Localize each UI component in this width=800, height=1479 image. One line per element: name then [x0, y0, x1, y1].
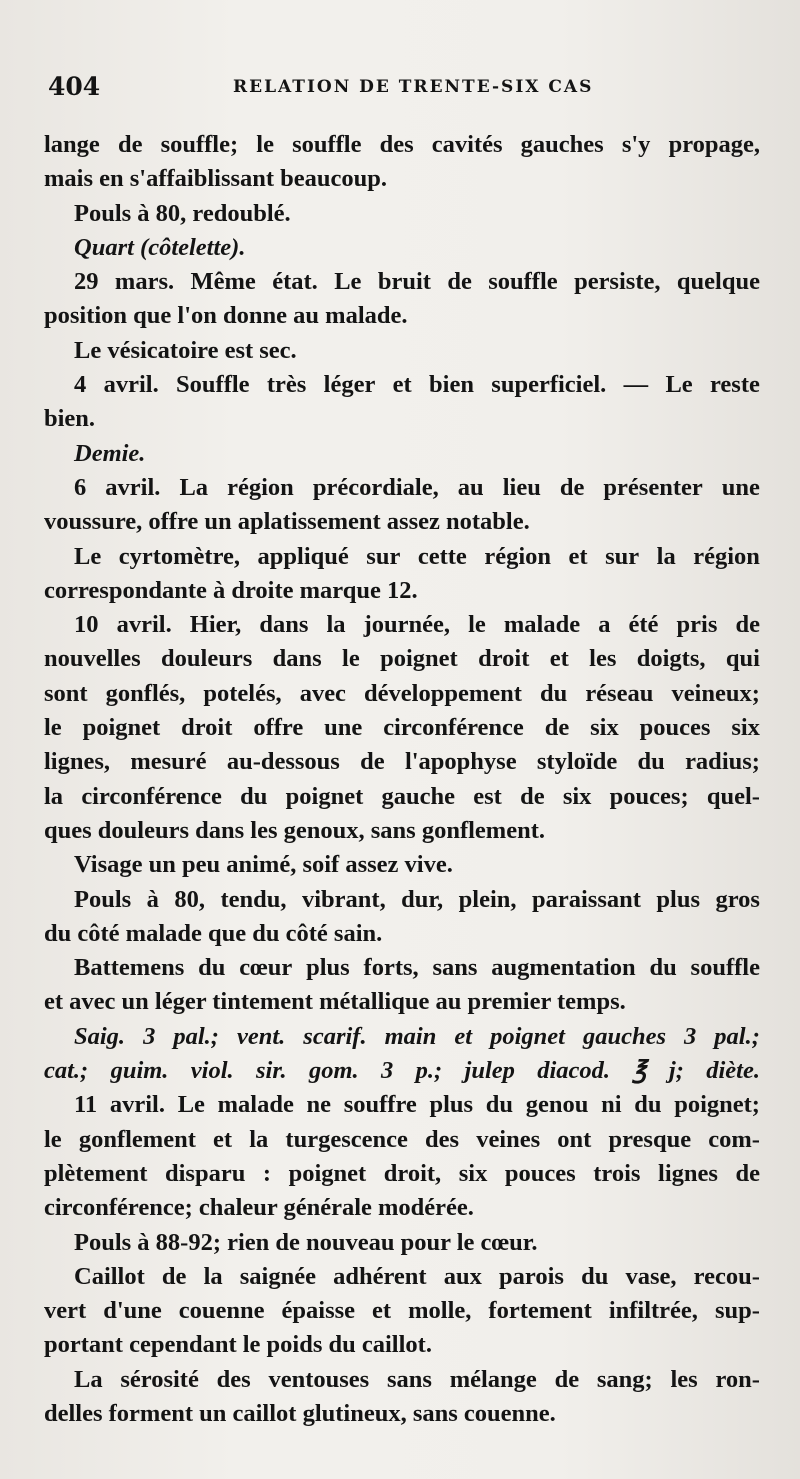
text-line: Caillot de la saignée adhérent aux parois du vase, recou- — [74, 1262, 760, 1290]
text-line: delles forment un caillot glutineux, sans couenne. — [44, 1399, 556, 1427]
text-line: le poignet droit offre une circonférence de six pouces six — [44, 714, 760, 742]
text-line: Le vésicatoire est sec. — [74, 336, 297, 364]
text-line: circonférence; chaleur générale modérée. — [44, 1194, 474, 1222]
running-title: RELATION DE TRENTE-SIX CAS — [233, 77, 594, 97]
text-line: Saig. 3 pal.; vent. scarif. main et poignet gauches 3 pal.; — [74, 1022, 760, 1050]
text-line: Pouls à 80, redoublé. — [74, 199, 291, 227]
text-line: Visage un peu animé, soif assez vive. — [74, 851, 453, 879]
text-line: correspondante à droite marque 12. — [44, 576, 418, 604]
text-line: position que l'on donne au malade. — [44, 302, 408, 330]
text-line: la circonférence du poignet gauche est de six pouces; quel- — [44, 782, 760, 810]
text-line: nouvelles douleurs dans le poignet droit et les doigts, qui — [44, 645, 760, 673]
text-line: le gonflement et la turgescence des veines ont presque com- — [44, 1125, 760, 1153]
text-line: 6 avril. La région précordiale, au lieu de présenter une — [74, 473, 760, 501]
text-line: bien. — [44, 405, 96, 433]
text-line: mais en s'affaiblissant beaucoup. — [44, 165, 388, 193]
text-line: vert d'une couenne épaisse et molle, fortement infiltrée, sup- — [44, 1297, 760, 1325]
text-line: 11 avril. Le malade ne souffre plus du genou ni du poignet; — [74, 1091, 760, 1119]
text-line: portant cependant le poids du caillot. — [44, 1331, 432, 1359]
text-line: et avec un léger tintement métallique au premier temps. — [44, 988, 626, 1016]
text-line: lange de souffle; le souffle des cavités gauches s'y propage, — [44, 131, 760, 158]
text-line: 29 mars. Même état. Le bruit de souffle persiste, quelque — [74, 268, 760, 296]
text-line: lignes, mesuré au-dessous de l'apophyse styloïde du radius; — [44, 748, 760, 776]
text-line: Battemens du cœur plus forts, sans augmentation du souffle — [74, 954, 760, 982]
body-text — [44, 128, 760, 1431]
text-line: Demie. — [74, 439, 146, 467]
page-number: 404 — [48, 72, 101, 101]
text-line: cat.; guim. viol. sir. gom. 3 p.; julep diacod. ℥ j; diète. — [44, 1057, 760, 1085]
text-line: Le cyrtomètre, appliqué sur cette région et sur la région — [74, 542, 760, 570]
text-line: 10 avril. Hier, dans la journée, le malade a été pris de — [74, 611, 760, 639]
text-line: du côté malade que du côté sain. — [44, 919, 383, 947]
text-line: Pouls à 88-92; rien de nouveau pour le cœur. — [74, 1228, 538, 1256]
text-line: sont gonflés, potelés, avec développement du réseau veineux; — [44, 679, 760, 707]
text-line: voussure, offre un aplatissement assez notable. — [44, 508, 530, 536]
text-line: Quart (côtelette). — [74, 233, 246, 261]
text-line: Pouls à 80, tendu, vibrant, dur, plein, paraissant plus gros — [74, 885, 760, 913]
text-line: 4 avril. Souffle très léger et bien superficiel. — Le reste — [74, 371, 760, 399]
text-line: plètement disparu : poignet droit, six pouces trois lignes de — [44, 1159, 760, 1187]
text-line: La sérosité des ventouses sans mélange de sang; les ron- — [74, 1365, 760, 1393]
page-header — [48, 72, 758, 106]
text-line: ques douleurs dans les genoux, sans gonflement. — [44, 816, 545, 844]
